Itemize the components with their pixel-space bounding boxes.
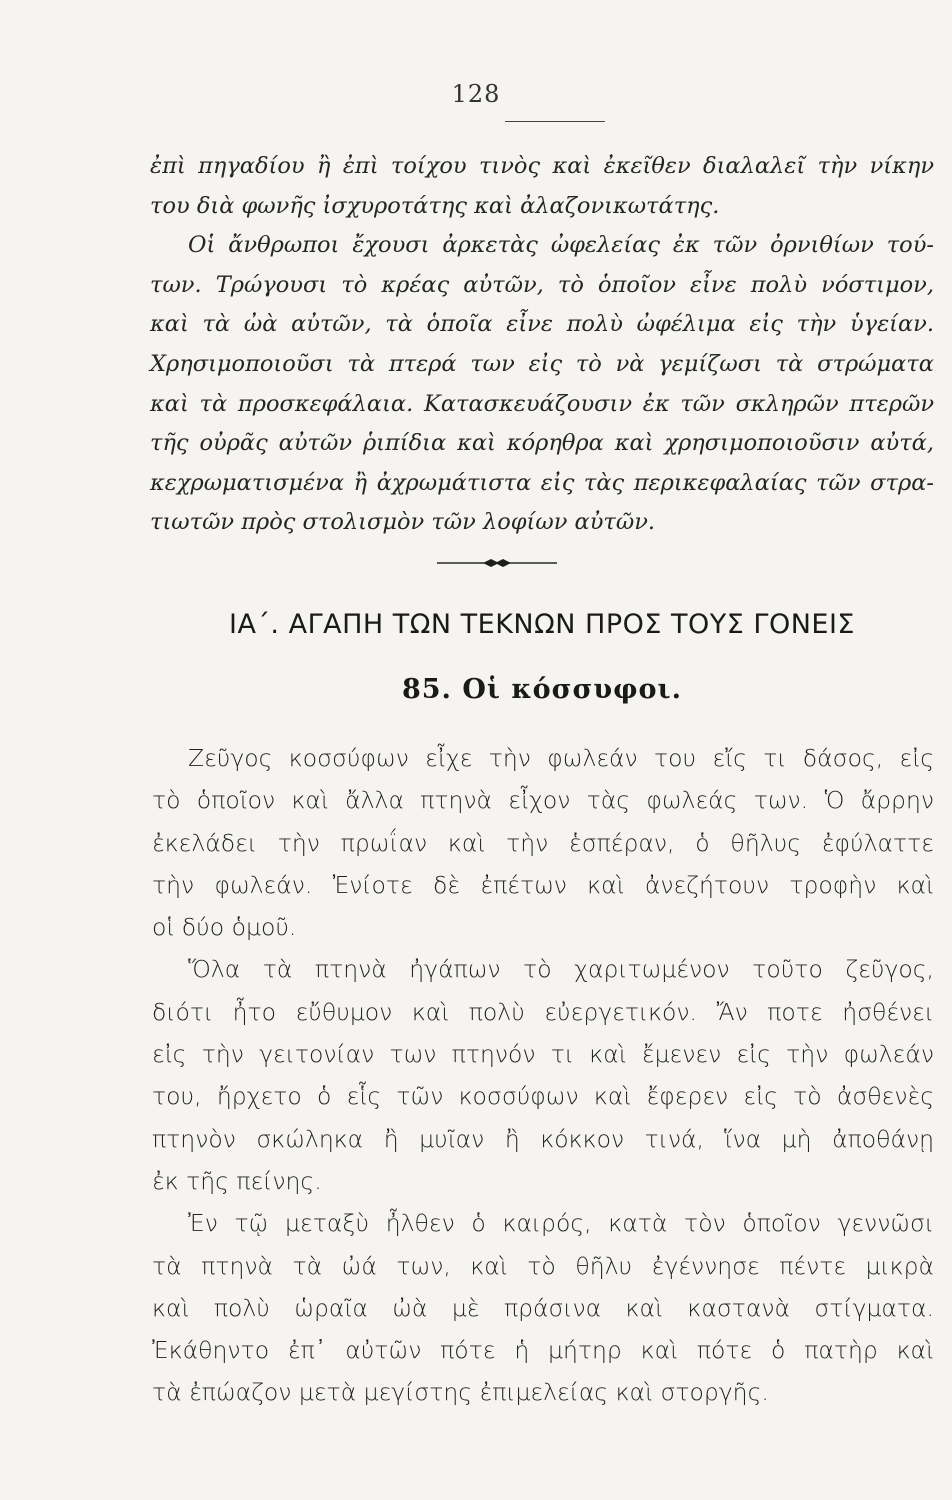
text-line: τιωτῶν πρὸς στολισμὸν τῶν λοφίων αὐτῶν.: [150, 509, 656, 536]
text-line: πτηνὸν σκώληκα ἢ μυῖαν ἢ κόκκον τινά, ἵνα μὴ ἀποθάνῃ: [152, 1124, 934, 1153]
lesson-text: [152, 737, 934, 1414]
text-line: ἐκελάδει τὴν πρωΐαν καὶ τὴν ἑσπέραν, ὁ θῆλυς ἐφύλαττε: [152, 828, 934, 857]
text-line: διότι ἦτο εὔθυμον καὶ πολὺ εὐεργετικόν. Ἄν ποτε ἠσθένει: [152, 997, 934, 1026]
lesson-title: 85. Οἱ κόσσυφοι.: [401, 674, 683, 705]
text-line: των. Τρώγουσι τὸ κρέας αὐτῶν, τὸ ὁποῖον εἶνε πολὺ νόστιμον,: [150, 271, 934, 298]
text-line: τὰ πτηνὰ τὰ ὠά των, καὶ τὸ θῆλυ ἐγέννησε πέντε μικρὰ: [152, 1251, 934, 1280]
text-line: Ὅλα τὰ πτηνὰ ἠγάπων τὸ χαριτωμένον τοῦτο ζεῦγος,: [188, 955, 934, 984]
text-line: καὶ πολὺ ὡραῖα ὠὰ μὲ πράσινα καὶ καστανὰ στίγματα.: [152, 1293, 934, 1322]
text-line: Ἐκάθηντο ἐπ᾽ αὐτῶν πότε ἡ μήτηρ καὶ πότε ὁ πατὴρ καὶ: [152, 1336, 934, 1365]
text-line: Ἐν τῷ μεταξὺ ἦλθεν ὁ καιρός, κατὰ τὸν ὁποῖον γεννῶσι: [188, 1209, 934, 1238]
text-line: ἐπὶ πηγαδίου ἢ ἐπὶ τοίχου τινὸς καὶ ἐκεῖθεν διαλαλεῖ τὴν νίκην: [150, 153, 934, 179]
header-rule: [505, 121, 605, 122]
text-line: Ζεῦγος κοσσύφων εἶχε τὴν φωλεάν του εἴς τι δάσος, εἰς: [188, 744, 934, 772]
text-line: καὶ τὰ προσκεφάλαια. Κατασκευάζουσιν ἐκ τῶν σκληρῶν πτερῶν: [150, 390, 934, 417]
text-line: οἱ δύο ὁμοῦ.: [152, 913, 297, 942]
text-line: Χρησιμοποιοῦσι τὰ πτερά των εἰς τὸ νὰ γεμίζωσι τὰ στρώματα: [150, 350, 934, 377]
text-line: ἐκ τῆς πείνης.: [152, 1166, 322, 1195]
text-line: τὰ ἐπώαζον μετὰ μεγίστης ἐπιμελείας καὶ στοργῆς.: [152, 1378, 769, 1407]
text-line: κεχρωματισμένα ἢ ἀχρωμάτιστα εἰς τὰς περικεφαλαίας τῶν στρα-: [150, 469, 934, 496]
previous-lesson-text: [150, 147, 934, 543]
text-line: Οἱ ἄνθρωποι ἔχουσι ἀρκετὰς ὠφελείας ἐκ τῶν ὀρνιθίων τού-: [188, 232, 934, 259]
section-divider-ornament: [437, 555, 557, 571]
chapter-heading: ΙΑ΄. ΑΓΑΠΗ ΤΩΝ ΤΕΚΝΩΝ ΠΡΟΣ ΤΟΥΣ ΓΟΝΕΙΣ: [229, 609, 855, 640]
text-line: τὸ ὁποῖον καὶ ἄλλα πτηνὰ εἶχον τὰς φωλεάς των. Ὁ ἄρρην: [152, 786, 934, 815]
text-line: του διὰ φωνῆς ἰσχυροτάτης καὶ ἀλαζονικωτάτης.: [150, 192, 720, 219]
text-line: του, ἤρχετο ὁ εἷς τῶν κοσσύφων καὶ ἔφερεν εἰς τὸ ἀσθενὲς: [152, 1082, 934, 1111]
text-line: τὴν φωλεάν. Ἐνίοτε δὲ ἐπέτων καὶ ἀνεζήτουν τροφὴν καὶ: [152, 870, 934, 899]
text-line: εἰς τὴν γειτονίαν των πτηνόν τι καὶ ἔμενεν εἰς τὴν φωλεάν: [152, 1040, 934, 1069]
text-line: καὶ τὰ ὠὰ αὐτῶν, τὰ ὁποῖα εἶνε πολὺ ὠφέλιμα εἰς τὴν ὑγείαν.: [150, 311, 934, 338]
page-number: 128: [451, 80, 501, 108]
text-line: τῆς οὐρᾶς αὐτῶν ῥιπίδια καὶ κόρηθρα καὶ χρησιμοποιοῦσιν αὐτά,: [150, 430, 934, 457]
